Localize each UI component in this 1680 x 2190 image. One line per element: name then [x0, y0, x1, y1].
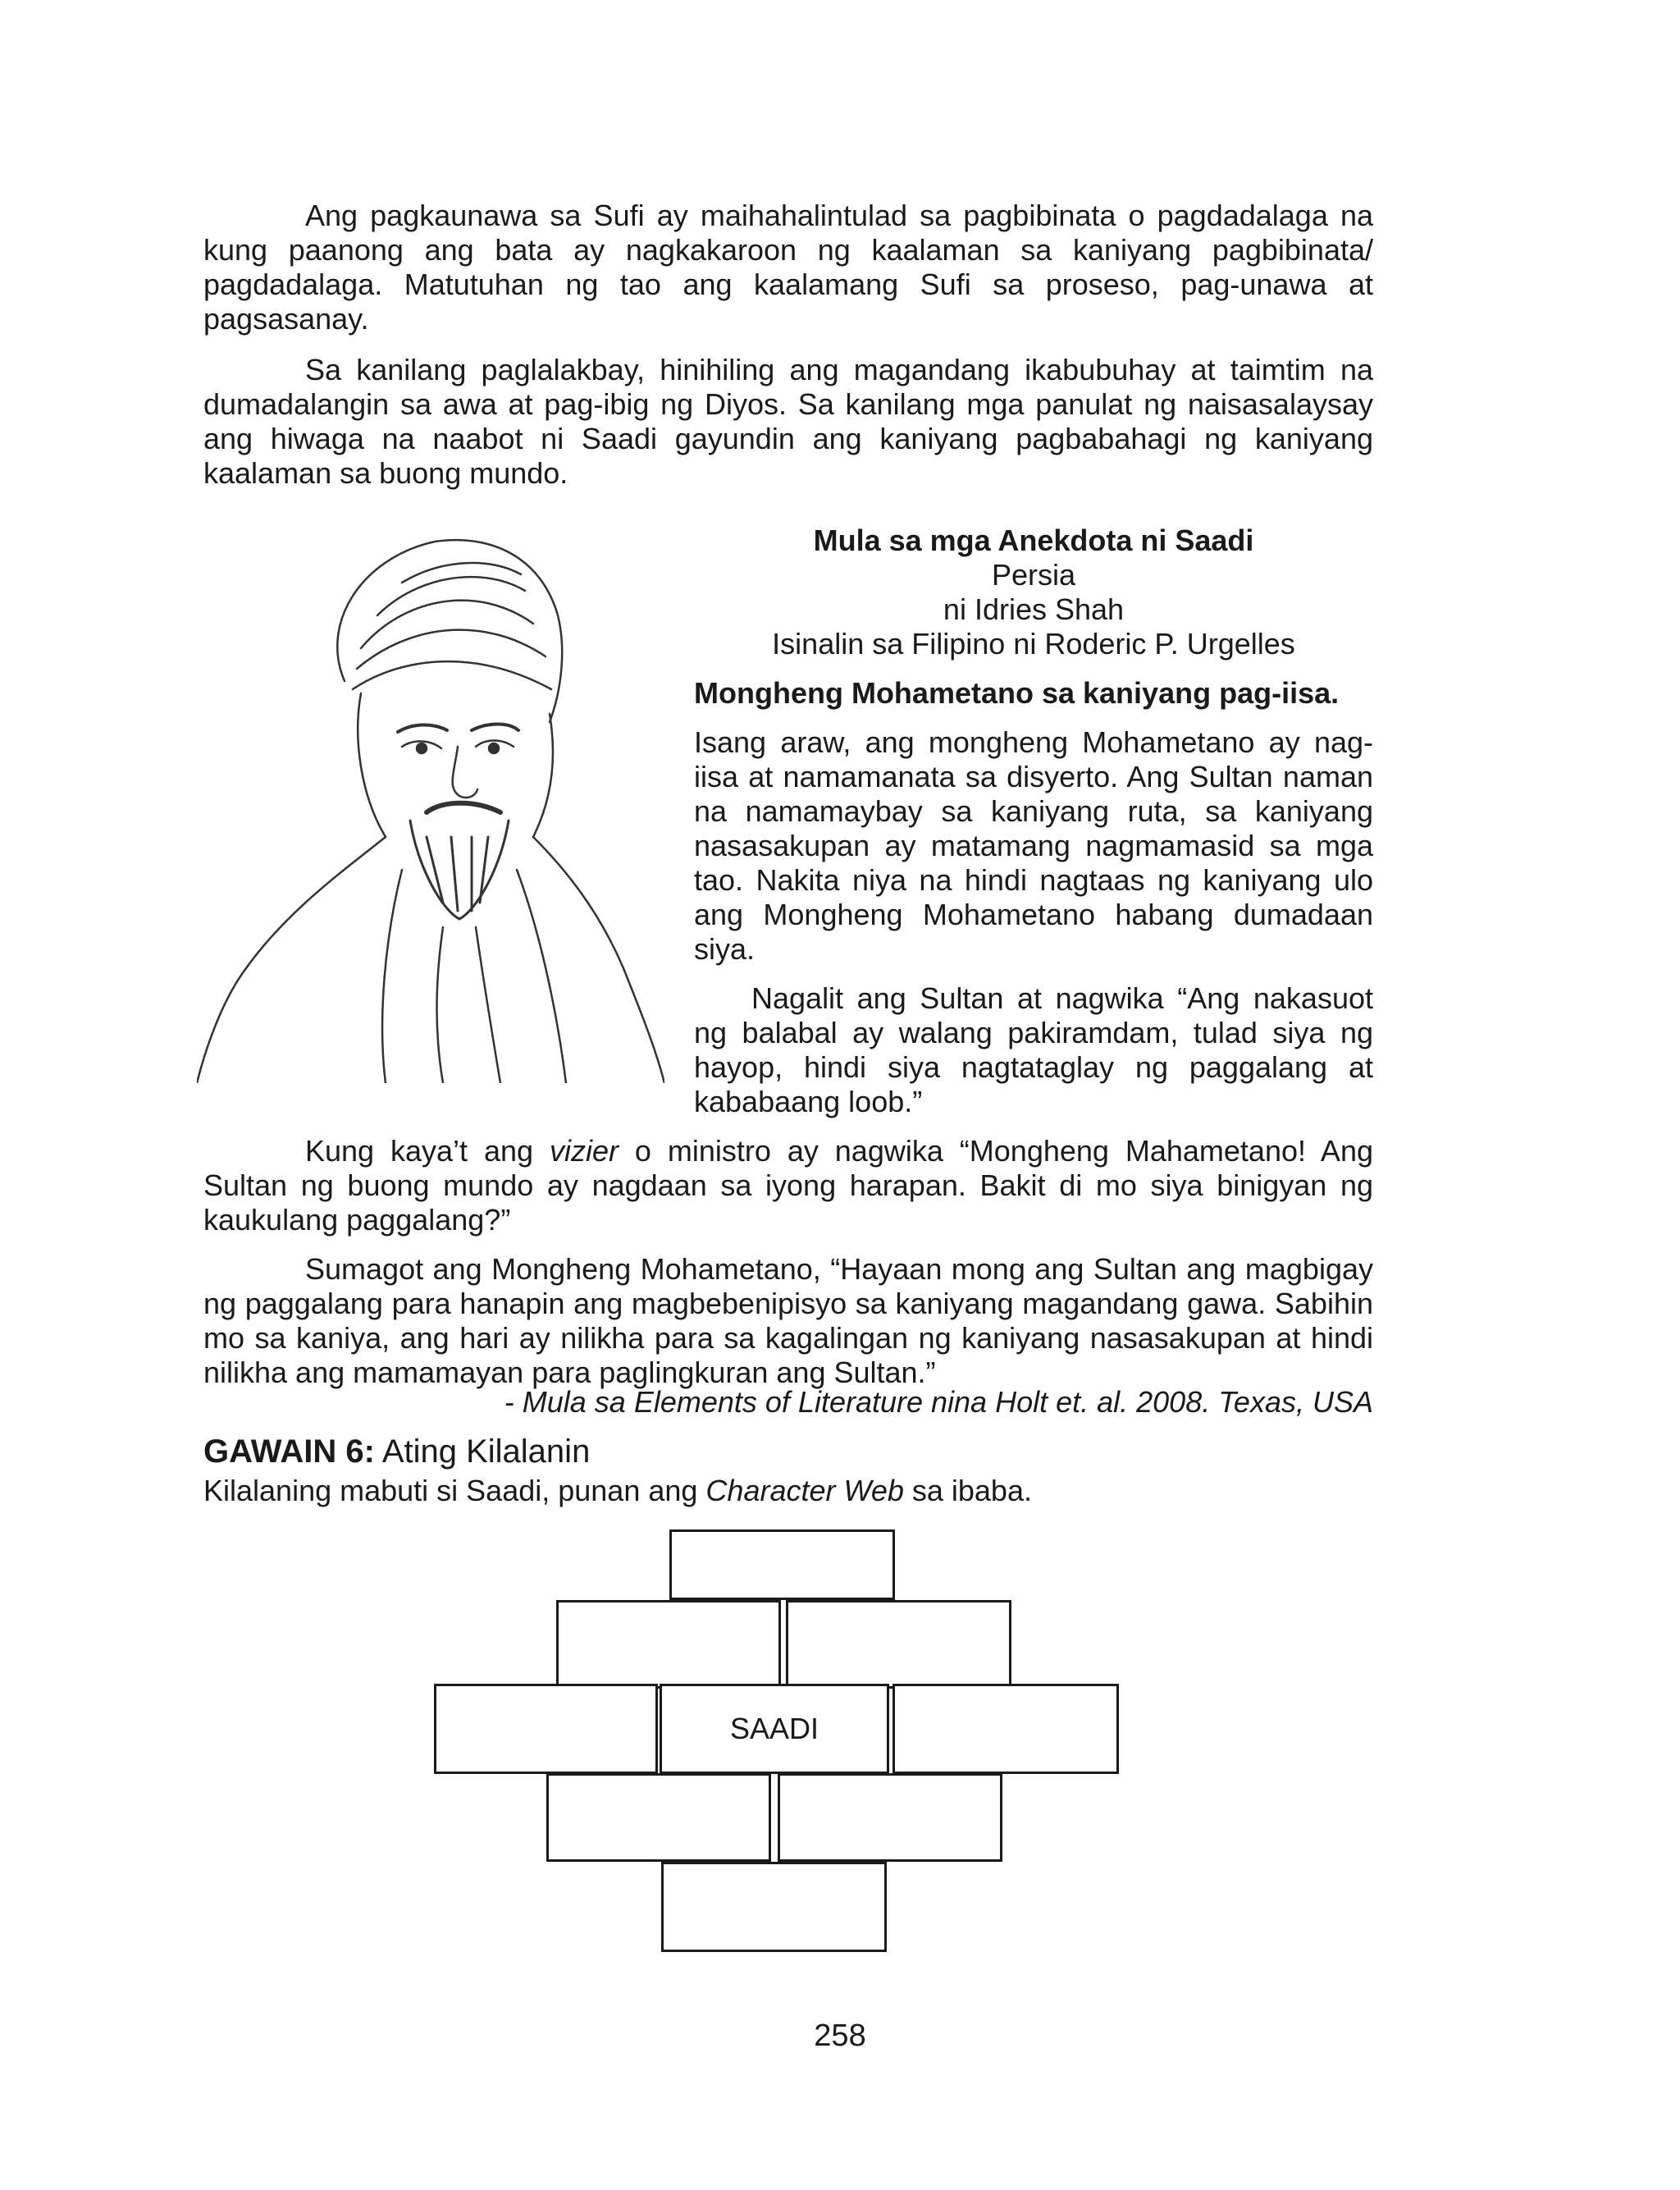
story-paragraph-3-end: o ministro ay nagwika “Mongheng Mahametano! Ang Sultan ng buong mundo ay nagdaan sa iyong harapan. Bakit di mo siya binigyan ng kaukulang paggalang?” — [203, 1134, 1373, 1237]
story-subtitle: Mongheng Mohametano sa kaniyang pag-iisa. — [694, 676, 1340, 710]
character-web-box-lower-right[interactable] — [778, 1773, 1002, 1862]
anecdote-author: ni Idries Shah — [943, 592, 1125, 626]
anecdote-origin: Persia — [991, 558, 1076, 592]
story-paragraph-1: Isang araw, ang mongheng Mohametano ay nag-iisa at namamanata sa disyerto. Ang Sultan naman na namamaybay sa kaniyang ruta, sa kaniyang nasasakupan ay matamang nagmamasid sa mga tao. Nakita niya na hindi nagtaas ng kaniyang ulo ang Mongheng Mohametano habang dumadaan siya. — [694, 725, 1373, 966]
gawain-label: GAWAIN 6: — [203, 1433, 375, 1470]
character-web-term: Character Web — [705, 1474, 904, 1507]
character-web-box-right[interactable] — [892, 1684, 1119, 1774]
character-web-center — [660, 1684, 889, 1774]
gawain-instruction — [203, 1474, 1032, 1508]
gawain-instruction-start: Kilalaning mabuti si Saadi, punan ang — [203, 1474, 706, 1507]
gawain-instruction-end: sa ibaba. — [903, 1474, 1032, 1507]
character-web-box-lower-left[interactable] — [546, 1773, 771, 1862]
anecdote-title: Mula sa mga Anekdota ni Saadi — [813, 523, 1254, 557]
paragraph-travel: Sa kanilang paglalakbay, hinihiling ang magandang ikabubuhay at taimtim na dumadalangin sa awa at pag-ibig ng Diyos. Sa kanilang mga panulat ng naisasalaysay ang hiwaga na naabot ni Saadi gayundin ang kaniyang pagbabahagi ng kaniyang kaalaman sa buong mundo. — [203, 353, 1373, 490]
paragraph-sufi: Ang pagkaunawa sa Sufi ay maihahalintulad sa pagbibinata o pagdadalaga na kung paanong ang bata ay nagkakaroon ng kaalaman sa kaniyang pagbibinata/ pagdadalaga. Matutuhan ng tao ang kaalamang Sufi sa proseso, pag-unawa at pagsasanay. — [203, 199, 1373, 336]
gawain-heading — [203, 1432, 590, 1471]
gawain-title: Ating Kilalanin — [374, 1433, 591, 1470]
character-web-box-top[interactable] — [669, 1529, 895, 1600]
story-paragraph-2: Nagalit ang Sultan at nagwika “Ang nakasuot ng balabal ay walang pakiramdam, tulad siya ng hayop, hindi siya nagtataglay ng paggalang at kababaang loob.” — [694, 981, 1373, 1118]
anecdote-translator: Isinalin sa Filipino ni Roderic P. Urgelles — [772, 627, 1295, 661]
story-paragraph-3-start: Kung kaya’t ang — [305, 1134, 550, 1168]
saadi-portrait — [197, 525, 664, 1083]
character-web-center-label: SAADI — [729, 1712, 819, 1745]
anecdote-heading — [673, 523, 1395, 661]
character-web-box-left[interactable] — [434, 1684, 658, 1774]
vizier-term: vizier — [549, 1134, 619, 1168]
story-paragraph-3 — [203, 1134, 1373, 1237]
character-web-box-bottom[interactable] — [661, 1862, 887, 1952]
source-citation: - Mula sa Elements of Literature nina Holt et. al. 2008. Texas, USA — [504, 1385, 1373, 1419]
story-paragraph-4: Sumagot ang Mongheng Mohametano, “Hayaan mong ang Sultan ang magbigay ng paggalang para hanapin ang magbebenipisyo sa kaniyang magandang gawa. Sabihin mo sa kaniya, ang hari ay nilikha para sa kagalingan ng kaniyang nasasakupan at hindi nilikha ang mamamayan para paglingkuran ang Sultan.” — [203, 1252, 1373, 1389]
page-number: 258 — [814, 2019, 866, 2053]
character-web-box-upper-left[interactable] — [556, 1600, 781, 1689]
character-web-box-upper-right[interactable] — [786, 1600, 1011, 1689]
